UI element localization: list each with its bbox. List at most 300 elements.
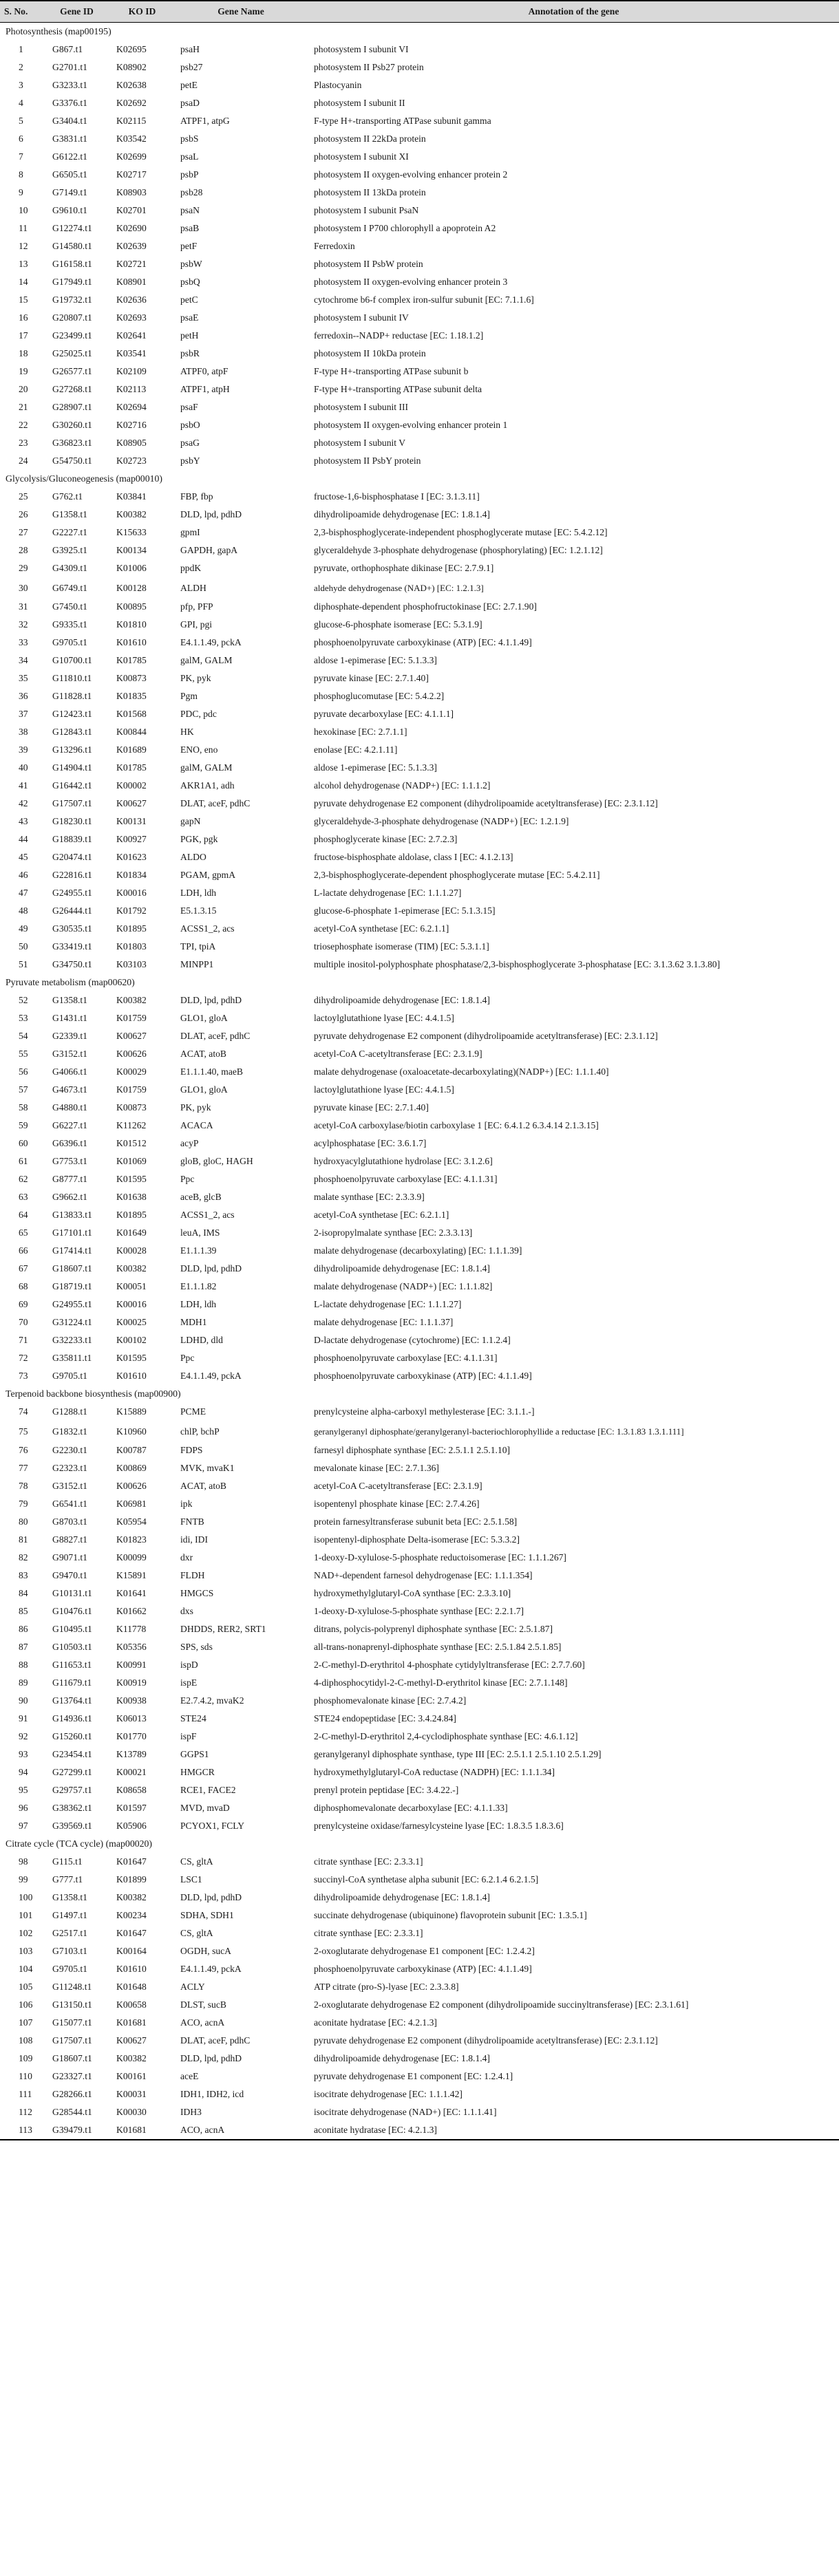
serial-number-cell: 95	[19, 1785, 28, 1795]
ko-id-cell: K00029	[116, 1066, 147, 1077]
table-header	[0, 1, 839, 23]
serial-number-cell: 47	[19, 888, 28, 898]
annotation-cell: succinate dehydrogenase (ubiquinone) flavoprotein subunit [EC: 1.3.5.1]	[314, 1910, 587, 1920]
annotation-cell: aldose 1-epimerase [EC: 5.1.3.3]	[314, 762, 437, 773]
table-row	[0, 1421, 839, 1441]
table-row	[0, 76, 839, 94]
ko-id-cell: K01595	[116, 1353, 147, 1363]
gene-id-cell: G10476.t1	[52, 1606, 92, 1616]
gene-id-cell: G14580.t1	[52, 241, 92, 251]
ko-id-cell: K03541	[116, 348, 147, 358]
ko-id-cell: K00382	[116, 1892, 147, 1902]
gene-id-cell: G3404.t1	[52, 116, 87, 126]
ko-id-cell: K00025	[116, 1317, 147, 1327]
gene-name-cell: ipk	[180, 1499, 193, 1509]
header-ko-id: KO ID	[111, 1, 173, 23]
gene-name-cell: ATPF1, atpG	[180, 116, 230, 126]
gene-name-cell: psaN	[180, 205, 200, 215]
serial-number-cell: 37	[19, 709, 28, 719]
ko-id-cell: K02109	[116, 366, 147, 376]
annotation-cell: acetyl-CoA C-acetyltransferase [EC: 2.3.1.9]	[314, 1049, 482, 1059]
serial-number-cell: 62	[19, 1174, 28, 1184]
gene-name-cell: STE24	[180, 1713, 206, 1724]
ko-id-cell: K13789	[116, 1749, 147, 1759]
serial-number-cell: 42	[19, 798, 28, 808]
gene-name-cell: pfp, PFP	[180, 601, 213, 612]
gene-name-cell: GGPS1	[180, 1749, 209, 1759]
table-row	[0, 202, 839, 219]
gene-name-cell: chlP, bchP	[180, 1426, 220, 1437]
gene-id-cell: G26577.t1	[52, 366, 92, 376]
ko-id-cell: K01006	[116, 563, 147, 573]
gene-name-cell: MVD, mvaD	[180, 1803, 230, 1813]
table-row	[0, 741, 839, 759]
annotation-cell: 2,3-bisphosphoglycerate-dependent phosphoglycerate mutase [EC: 5.4.2.11]	[314, 870, 600, 880]
gene-id-cell: G3831.t1	[52, 133, 87, 144]
ko-id-cell: K08901	[116, 277, 147, 287]
ko-id-cell: K00627	[116, 2035, 147, 2046]
table-row	[0, 577, 839, 598]
table-row	[0, 1656, 839, 1674]
gene-name-cell: ACO, acnA	[180, 2017, 225, 2028]
gene-name-cell: DHDDS, RER2, SRT1	[180, 1624, 266, 1634]
annotation-cell: aldose 1-epimerase [EC: 5.1.3.3]	[314, 655, 437, 665]
annotation-cell: lactoylglutathione lyase [EC: 4.4.1.5]	[314, 1013, 454, 1023]
gene-id-cell: G9705.t1	[52, 637, 87, 647]
annotation-cell: pyruvate dehydrogenase E2 component (dihydrolipoamide acetyltransferase) [EC: 2.3.1.12]	[314, 1031, 658, 1041]
annotation-cell: pyruvate, orthophosphate dikinase [EC: 2.7.9.1]	[314, 563, 494, 573]
annotation-cell: photosystem I subunit VI	[314, 44, 409, 54]
annotation-cell: prenylcysteine alpha-carboxyl methylesterase [EC: 3.1.1.-]	[314, 1406, 535, 1417]
gene-name-cell: psbS	[180, 133, 199, 144]
table-row	[0, 166, 839, 184]
gene-name-cell: FDPS	[180, 1445, 203, 1455]
table-row	[0, 559, 839, 577]
gene-id-cell: G1431.t1	[52, 1013, 87, 1023]
annotation-cell: STE24 endopeptidase [EC: 3.4.24.84]	[314, 1713, 456, 1724]
gene-id-cell: G1497.t1	[52, 1910, 87, 1920]
ko-id-cell: K00161	[116, 2071, 147, 2081]
serial-number-cell: 24	[19, 455, 28, 466]
annotation-cell: 4-diphosphocytidyl-2-C-methyl-D-erythritol kinase [EC: 2.7.1.148]	[314, 1677, 568, 1688]
gene-name-cell: CS, gltA	[180, 1856, 213, 1867]
table-row	[0, 705, 839, 723]
annotation-cell: pyruvate dehydrogenase E2 component (dihydrolipoamide acetyltransferase) [EC: 2.3.1.12]	[314, 2035, 658, 2046]
annotation-cell: alcohol dehydrogenase (NADP+) [EC: 1.1.1.2]	[314, 780, 491, 791]
serial-number-cell: 23	[19, 438, 28, 448]
gene-name-cell: TPI, tpiA	[180, 941, 216, 952]
table-row	[0, 1549, 839, 1567]
annotation-cell: photosystem II oxygen-evolving enhancer protein 2	[314, 169, 508, 180]
gene-id-cell: G38362.t1	[52, 1803, 92, 1813]
gene-name-cell: ACSS1_2, acs	[180, 923, 235, 934]
serial-number-cell: 77	[19, 1463, 28, 1473]
ko-id-cell: K01681	[116, 2017, 147, 2028]
table-row	[0, 237, 839, 255]
ko-id-cell: K11778	[116, 1624, 147, 1634]
table-row	[0, 723, 839, 741]
gene-id-cell: G1832.t1	[52, 1426, 87, 1437]
ko-id-cell: K15633	[116, 527, 147, 537]
table-row	[0, 1960, 839, 1978]
table-row	[0, 1495, 839, 1513]
ko-id-cell: K11262	[116, 1120, 147, 1130]
annotation-cell: Plastocyanin	[314, 80, 362, 90]
annotation-cell: 1-deoxy-D-xylulose-5-phosphate synthase [EC: 2.2.1.7]	[314, 1606, 524, 1616]
ko-id-cell: K00031	[116, 2089, 147, 2099]
gene-name-cell: ATPF0, atpF	[180, 366, 229, 376]
gene-id-cell: G10131.t1	[52, 1588, 92, 1598]
annotation-cell: cytochrome b6-f complex iron-sulfur subunit [EC: 7.1.1.6]	[314, 294, 534, 305]
serial-number-cell: 58	[19, 1102, 28, 1113]
gene-id-cell: G24955.t1	[52, 1299, 92, 1309]
gene-name-cell: galM, GALM	[180, 762, 233, 773]
ko-id-cell: K02721	[116, 259, 147, 269]
gene-name-cell: ACO, acnA	[180, 2125, 225, 2135]
annotation-cell: acetyl-CoA carboxylase/biotin carboxylase 1 [EC: 6.4.1.2 6.3.4.14 2.1.3.15]	[314, 1120, 599, 1130]
gene-id-cell: G23499.t1	[52, 330, 92, 341]
ko-id-cell: K01647	[116, 1928, 147, 1938]
serial-number-cell: 84	[19, 1588, 28, 1598]
serial-number-cell: 69	[19, 1299, 28, 1309]
annotation-cell: photosystem II PsbY protein	[314, 455, 421, 466]
ko-id-cell: K01895	[116, 1210, 147, 1220]
gene-id-cell: G29757.t1	[52, 1785, 92, 1795]
ko-id-cell: K00002	[116, 780, 147, 791]
table-row	[0, 1063, 839, 1081]
gene-id-cell: G2339.t1	[52, 1031, 87, 1041]
gene-name-cell: FNTB	[180, 1516, 204, 1527]
annotation-cell: phosphoenolpyruvate carboxylase [EC: 4.1.1.31]	[314, 1174, 498, 1184]
gene-name-cell: E1.1.1.39	[180, 1245, 217, 1256]
gene-id-cell: G28266.t1	[52, 2089, 92, 2099]
serial-number-cell: 72	[19, 1353, 28, 1363]
gene-name-cell: ALDO	[180, 852, 206, 862]
ko-id-cell: K00627	[116, 798, 147, 808]
table-row	[0, 1027, 839, 1045]
gene-name-cell: PDC, pdc	[180, 709, 217, 719]
serial-number-cell: 75	[19, 1426, 28, 1437]
serial-number-cell: 50	[19, 941, 28, 952]
gene-name-cell: galM, GALM	[180, 655, 233, 665]
gene-name-cell: LDH, ldh	[180, 1299, 217, 1309]
annotation-cell: phosphomevalonate kinase [EC: 2.7.4.2]	[314, 1695, 467, 1706]
gene-id-cell: G30535.t1	[52, 923, 92, 934]
annotation-cell: photosystem I subunit V	[314, 438, 406, 448]
serial-number-cell: 48	[19, 905, 28, 916]
ko-id-cell: K00164	[116, 1946, 147, 1956]
gene-id-cell: G9610.t1	[52, 205, 87, 215]
section-title: Pyruvate metabolism (map00620)	[6, 977, 135, 987]
gene-id-cell: G4066.t1	[52, 1066, 87, 1077]
serial-number-cell: 96	[19, 1803, 28, 1813]
gene-id-cell: G7149.t1	[52, 187, 87, 197]
gene-id-cell: G2517.t1	[52, 1928, 87, 1938]
table-row	[0, 1117, 839, 1135]
serial-number-cell: 21	[19, 402, 28, 412]
section-title: Photosynthesis (map00195)	[6, 26, 111, 36]
ko-id-cell: K02717	[116, 169, 147, 180]
section-title: Citrate cycle (TCA cycle) (map00020)	[6, 1838, 153, 1849]
ko-id-cell: K02636	[116, 294, 147, 305]
annotation-cell: 2,3-bisphosphoglycerate-independent phosphoglycerate mutase [EC: 5.4.2.12]	[314, 527, 608, 537]
ko-id-cell: K00919	[116, 1677, 147, 1688]
annotation-cell: triosephosphate isomerase (TIM) [EC: 5.3.1.1]	[314, 941, 489, 952]
serial-number-cell: 104	[19, 1964, 33, 1974]
table-row	[0, 669, 839, 687]
gene-id-cell: G13764.t1	[52, 1695, 92, 1706]
table-row	[0, 1099, 839, 1117]
serial-number-cell: 49	[19, 923, 28, 934]
ko-id-cell: K00382	[116, 1263, 147, 1274]
table-row	[0, 345, 839, 363]
table-row	[0, 1206, 839, 1224]
gene-id-cell: G762.t1	[52, 491, 83, 502]
gene-id-cell: G9335.t1	[52, 619, 87, 630]
annotation-cell: photosystem II oxygen-evolving enhancer protein 1	[314, 420, 508, 430]
gene-name-cell: ispD	[180, 1660, 198, 1670]
annotation-cell: NAD+-dependent farnesol dehydrogenase [EC: 1.1.1.354]	[314, 1570, 533, 1580]
gene-id-cell: G16442.t1	[52, 780, 92, 791]
table-row	[0, 112, 839, 130]
serial-number-cell: 113	[19, 2125, 32, 2135]
ko-id-cell: K01638	[116, 1192, 147, 1202]
gene-id-cell: G17507.t1	[52, 798, 92, 808]
annotation-cell: photosystem II 13kDa protein	[314, 187, 426, 197]
gene-id-cell: G14904.t1	[52, 762, 92, 773]
ko-id-cell: K01785	[116, 655, 147, 665]
table-row	[0, 130, 839, 148]
serial-number-cell: 91	[19, 1713, 28, 1724]
gene-name-cell: Ppc	[180, 1174, 195, 1184]
gene-id-cell: G12423.t1	[52, 709, 92, 719]
gene-name-cell: dxr	[180, 1552, 193, 1563]
gene-id-cell: G3233.t1	[52, 80, 87, 90]
table-row	[0, 813, 839, 830]
gene-id-cell: G1288.t1	[52, 1406, 87, 1417]
gene-id-cell: G4673.t1	[52, 1084, 87, 1095]
serial-number-cell: 70	[19, 1317, 28, 1327]
table-row	[0, 1349, 839, 1367]
gene-name-cell: dxs	[180, 1606, 193, 1616]
gene-id-cell: G13296.t1	[52, 744, 92, 755]
ko-id-cell: K01895	[116, 923, 147, 934]
serial-number-cell: 32	[19, 619, 28, 630]
annotation-cell: L-lactate dehydrogenase [EC: 1.1.1.27]	[314, 888, 462, 898]
gene-name-cell: PK, pyk	[180, 1102, 211, 1113]
gene-name-cell: ispF	[180, 1731, 197, 1741]
serial-number-cell: 53	[19, 1013, 28, 1023]
table-row	[0, 1907, 839, 1924]
ko-id-cell: K02639	[116, 241, 147, 251]
section-title: Terpenoid backbone biosynthesis (map00900)	[6, 1388, 181, 1399]
gene-id-cell: G11810.t1	[52, 673, 92, 683]
annotation-cell: photosystem I subunit PsaN	[314, 205, 419, 215]
table-row	[0, 1781, 839, 1799]
table-row	[0, 1278, 839, 1296]
gene-name-cell: GPI, pgi	[180, 619, 213, 630]
annotation-cell: 2-isopropylmalate synthase [EC: 2.3.3.13]	[314, 1227, 473, 1238]
ko-id-cell: K00099	[116, 1552, 147, 1563]
gene-name-cell: ACAT, atoB	[180, 1481, 226, 1491]
annotation-cell: glucose-6-phosphate 1-epimerase [EC: 5.1.3.15]	[314, 905, 496, 916]
gene-name-cell: RCE1, FACE2	[180, 1785, 236, 1795]
gene-name-cell: PGAM, gpmA	[180, 870, 236, 880]
annotation-cell: 2-C-methyl-D-erythritol 2,4-cyclodiphosphate synthase [EC: 4.6.1.12]	[314, 1731, 578, 1741]
gene-name-cell: aceB, glcB	[180, 1192, 222, 1202]
table-row	[0, 1081, 839, 1099]
gene-name-cell: GAPDH, gapA	[180, 545, 238, 555]
table-row	[0, 1531, 839, 1549]
gene-name-cell: Pgm	[180, 691, 198, 701]
ko-id-cell: K06013	[116, 1713, 147, 1724]
gene-id-cell: G11679.t1	[52, 1677, 92, 1688]
gene-id-cell: G17949.t1	[52, 277, 92, 287]
ko-id-cell: K02693	[116, 312, 147, 323]
header-gene-id: Gene ID	[43, 1, 111, 23]
table-row	[0, 1996, 839, 2014]
serial-number-cell: 20	[19, 384, 28, 394]
annotation-cell: isocitrate dehydrogenase (NAD+) [EC: 1.1.1.41]	[314, 2107, 497, 2117]
ko-id-cell: K03103	[116, 959, 147, 969]
table-row	[0, 1638, 839, 1656]
gene-id-cell: G3152.t1	[52, 1481, 87, 1491]
ko-id-cell: K01792	[116, 905, 147, 916]
serial-number-cell: 68	[19, 1281, 28, 1291]
gene-name-cell: SDHA, SDH1	[180, 1910, 234, 1920]
ko-id-cell: K01512	[116, 1138, 147, 1148]
gene-id-cell: G17414.t1	[52, 1245, 92, 1256]
gene-id-cell: G20807.t1	[52, 312, 92, 323]
annotation-cell: phosphoenolpyruvate carboxylase [EC: 4.1.1.31]	[314, 1353, 498, 1363]
ko-id-cell: K00869	[116, 1463, 147, 1473]
gene-name-cell: DLST, sucB	[180, 1999, 226, 2010]
ko-id-cell: K01649	[116, 1227, 147, 1238]
annotation-cell: photosystem II PsbW protein	[314, 259, 423, 269]
table-row	[0, 1763, 839, 1781]
table-row	[0, 795, 839, 813]
serial-number-cell: 99	[19, 1874, 28, 1885]
table-row	[0, 524, 839, 541]
gene-name-cell: ACLY	[180, 1982, 205, 1992]
table-row	[0, 1009, 839, 1027]
ko-id-cell: K01681	[116, 2125, 147, 2135]
gene-name-cell: ACACA	[180, 1120, 213, 1130]
table-row	[0, 884, 839, 902]
serial-number-cell: 109	[19, 2053, 33, 2063]
serial-number-cell: 102	[19, 1928, 33, 1938]
table-row	[0, 830, 839, 848]
gene-id-cell: G23327.t1	[52, 2071, 92, 2081]
table-row	[0, 1710, 839, 1728]
annotation-cell: pyruvate dehydrogenase E2 component (dihydrolipoamide acetyltransferase) [EC: 2.3.1.12]	[314, 798, 658, 808]
ko-id-cell: K01785	[116, 762, 147, 773]
section-header-row	[0, 23, 839, 41]
ko-id-cell: K01899	[116, 1874, 147, 1885]
gene-name-cell: psaB	[180, 223, 200, 233]
table-row	[0, 1367, 839, 1385]
section-title: Glycolysis/Gluconeogenesis (map00010)	[6, 473, 162, 484]
gene-id-cell: G9071.t1	[52, 1552, 87, 1563]
ko-id-cell: K00021	[116, 1767, 147, 1777]
ko-id-cell: K02692	[116, 98, 147, 108]
serial-number-cell: 41	[19, 780, 28, 791]
table-row	[0, 1045, 839, 1063]
ko-id-cell: K01689	[116, 744, 147, 755]
gene-id-cell: G115.t1	[52, 1856, 83, 1867]
table-row	[0, 1224, 839, 1242]
serial-number-cell: 105	[19, 1982, 33, 1992]
gene-name-cell: FLDH	[180, 1570, 205, 1580]
serial-number-cell: 103	[19, 1946, 33, 1956]
table-row	[0, 2068, 839, 2085]
annotation-cell: prenyl protein peptidase [EC: 3.4.22.-]	[314, 1785, 459, 1795]
gene-id-cell: G6227.t1	[52, 1120, 87, 1130]
gene-id-cell: G17507.t1	[52, 2035, 92, 2046]
table-row	[0, 2085, 839, 2103]
table-row	[0, 309, 839, 327]
ko-id-cell: K02699	[116, 151, 147, 162]
annotation-cell: F-type H+-transporting ATPase subunit gamma	[314, 116, 491, 126]
serial-number-cell: 27	[19, 527, 28, 537]
serial-number-cell: 17	[19, 330, 28, 341]
gene-name-cell: DLAT, aceF, pdhC	[180, 798, 251, 808]
serial-number-cell: 97	[19, 1821, 28, 1831]
table-row	[0, 1978, 839, 1996]
annotation-cell: geranylgeranyl diphosphate synthase, type III [EC: 2.5.1.1 2.5.1.10 2.5.1.29]	[314, 1749, 602, 1759]
serial-number-cell: 30	[19, 582, 28, 593]
ko-id-cell: K00626	[116, 1049, 147, 1059]
table-row	[0, 1853, 839, 1871]
ko-id-cell: K00102	[116, 1335, 147, 1345]
header-gene-name: Gene Name	[173, 1, 308, 23]
serial-number-cell: 44	[19, 834, 28, 844]
table-row	[0, 41, 839, 58]
serial-number-cell: 22	[19, 420, 28, 430]
serial-number-cell: 13	[19, 259, 28, 269]
gene-name-cell: ALDH	[180, 582, 206, 593]
serial-number-cell: 7	[19, 151, 23, 162]
annotation-cell: geranylgeranyl diphosphate/geranylgeranyl-bacteriochlorophyllide a reductase [EC: 1.3.1.83 1.3.1.111]	[314, 1426, 684, 1437]
gene-id-cell: G3376.t1	[52, 98, 87, 108]
serial-number-cell: 39	[19, 744, 28, 755]
table-row	[0, 1441, 839, 1459]
serial-number-cell: 76	[19, 1445, 28, 1455]
table-row	[0, 488, 839, 506]
serial-number-cell: 101	[19, 1910, 33, 1920]
gene-id-cell: G6122.t1	[52, 151, 87, 162]
gene-id-cell: G8827.t1	[52, 1534, 87, 1545]
ko-id-cell: K00128	[116, 582, 147, 593]
ko-id-cell: K08902	[116, 62, 147, 72]
annotation-cell: Ferredoxin	[314, 241, 355, 251]
ko-id-cell: K05356	[116, 1642, 147, 1652]
gene-name-cell: PK, pyk	[180, 673, 211, 683]
annotation-cell: 2-oxoglutarate dehydrogenase E1 component [EC: 1.2.4.2]	[314, 1946, 535, 1956]
serial-number-cell: 108	[19, 2035, 33, 2046]
serial-number-cell: 92	[19, 1731, 28, 1741]
table-row	[0, 255, 839, 273]
table-row	[0, 652, 839, 669]
ko-id-cell: K01770	[116, 1731, 147, 1741]
gene-id-cell: G13833.t1	[52, 1210, 92, 1220]
annotation-cell: acylphosphatase [EC: 3.6.1.7]	[314, 1138, 427, 1148]
gene-name-cell: idi, IDI	[180, 1534, 209, 1545]
gene-name-cell: E1.1.1.40, maeB	[180, 1066, 243, 1077]
annotation-cell: phosphoenolpyruvate carboxykinase (ATP) [EC: 4.1.1.49]	[314, 1371, 532, 1381]
table-row	[0, 291, 839, 309]
gene-id-cell: G2227.t1	[52, 527, 87, 537]
